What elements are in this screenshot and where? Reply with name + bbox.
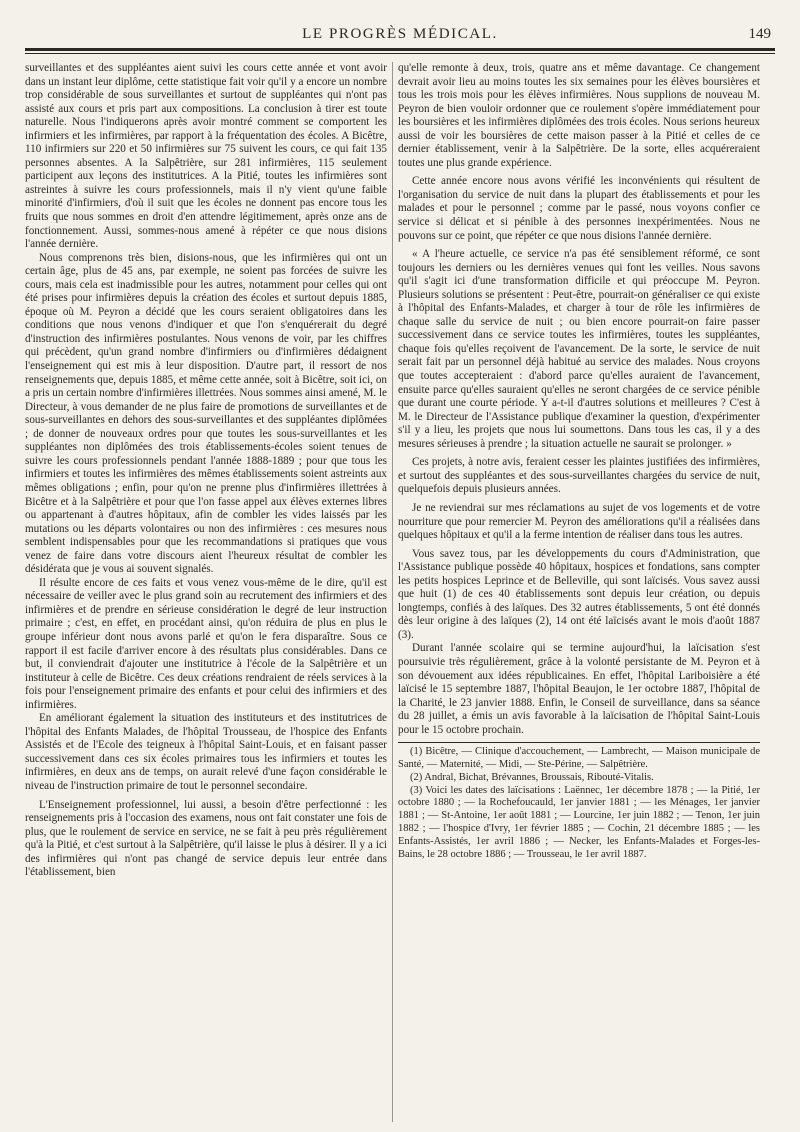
paragraph: Je ne reviendrai sur mes réclamations au sujet de vos logements et de votre nourriture que pour remercier M. Peyron des améliorations qu'il a réalisées dans quelques hôpitaux et qu'il a la ferme intention de réaliser dans tous les autres. — [398, 501, 760, 542]
footnote: (2) Andral, Bichat, Brévannes, Broussais, Ribouté-Vitalis. — [410, 771, 654, 783]
header-rule-thin — [25, 53, 775, 54]
paragraph: qu'elle remonte à deux, trois, quatre ans et même davantage. Ce changement devrait avoir lieu au moins toutes les six semaines pour les élèves boursières et tous les trois mois pour les élèves infirmières. Nous supplions de nouveau M. Peyron de bien vouloir ordonner que ce roulement s'opère immédiatement pour les boursières et les infirmières diplômées des trois écoles. Nous serions heureux aussi de voir les boursières de cette maison passer à la Pitié et celles de ce dernier établissement, venir à la Salpêtrière. De la sorte, elles acquéreraient toutes une plus grande expérience. — [398, 62, 760, 169]
paragraph: Nous comprenons très bien, disions-nous, que les infirmières qui ont un certain âge, plus de 45 ans, par exemple, ne soient pas forcées de suivre les cours, mais cela est inadmissible pour les autres, notamment pour celles qui ont été prises pour infirmières depuis la création des écoles et surtout depuis 1885, époque où M. Peyron a décidé que les cours seraient obligatoires dans les conditions que nous venons d'indiquer et que l'on s'enquérerait du degré d'instruction des infirmières postulantes. Nous venons de voir, par les chiffres qui précèdent, qu'un grand nombre d'infirmiers ou d'infirmières dédaignent l'enseignement qui est mis à leur disposition. D'autre part, il ressort de nos renseignements que, depuis 1885, et même cette année, soit à Bicêtre, soit ici, on a pris un certain nombre d'infirmières illettrées. Nous sommes ainsi amené, M. le Directeur, à vous demander de ne plus faire de promotions de surveillantes et de sous-surveillantes en dehors des sous-surveillantes et des suppléantes diplômées ; de donner de nouveaux ordres pour que toutes les sous-surveillantes et les suppléantes non diplômées des trois établissements-écoles soient tenues de suivre les cours professionnels pendant l'année 1888-1889 ; pour que tous les infirmiers et toutes les infirmières des mêmes établissements soient astreints aux mêmes obligations ; enfin, pour qu'on ne prenne plus d'infirmières illettrées à Bicêtre et à la Salpêtrière et pour que l'on fasse appel aux élèves externes libres ou appartenant à d'autres hôpitaux, afin de combler les vides laissés par les mutations ou les départs volontaires ou non des infirmières : ces mesures nous semblent indispensables pour que les recommandations si pratiques que vous venez de faire dans votre discours aient l'heureux résultat de combler les désidérata que je vous ai souvent signalés. — [25, 251, 387, 576]
right-column — [398, 62, 760, 1124]
column-divider — [392, 62, 393, 1122]
running-header — [25, 26, 775, 46]
paragraph: Ces projets, à notre avis, feraient cesser les plaintes justifiées des infirmières, et surtout des suppléantes et des sous-surveillantes chargées du service de nuit, quelquefois depuis plusieurs années. — [398, 456, 760, 496]
page-number: 149 — [748, 26, 771, 42]
left-column — [25, 62, 387, 1124]
footnotes — [398, 746, 760, 861]
paragraph: Vous savez tous, par les développements du cours d'Administration, que l'Assistance publique possède 40 hôpitaux, hospices et fondations, sans compter les petits hospices Leprince et de Belleville, qui sont laïcisés. Vous savez aussi que huit (1) de ces 40 établissements sont depuis leur création, ou depuis longtemps, confiés à des laïques. Des 32 autres établissements, 5 ont été donnés dès leur origine à des laïques (2), 14 ont été laïcisés avant le mois d'août 1887 (3). — [398, 547, 760, 641]
footnote: (1) Bicêtre, — Clinique d'accouchement, — Lambrecht, — Maison municipale de Santé, — Maternité, — Midi, — Ste-Périne, — Salpêtrière. — [398, 746, 760, 771]
footnote-rule — [398, 742, 760, 743]
paragraph: En améliorant également la situation des instituteurs et des institutrices de l'hôpital des Enfants Malades, de l'hôpital Trousseau, de l'hospice des Enfants Assistés et de l'Ecole des teigneux à l'hôpital Saint-Louis, et en faisant passer successivement dans ces six écoles primaires tous les infirmiers et toutes les infirmières, en deux ans de temps, on aurait relevé d'une façon considérable le niveau de l'instruction primaire de tout le personnel secondaire. — [25, 712, 387, 792]
footnote: (3) Voici les dates des laïcisations : Laënnec, 1er décembre 1878 ; — la Pitié, 1er octobre 1880 ; — la Rochefoucauld, 1er janvier 1881 ; — les Ménages, 1er janvier 1881 ; — St-Antoine, 1er août 1881 ; — Lourcine, 1er juin 1882 ; — Tenon, 1er juin 1882 ; — l'hospice d'Ivry, 1er février 1885 ; — Cochin, 21 décembre 1885 ; — les Enfants-Assistés, 1er avril 1886 ; — Necker, les Enfants-Malades et Forges-les-Bains, le 28 octobre 1886 ; — Trousseau, le 1er avril 1887. — [398, 784, 760, 860]
paragraph: Il résulte encore de ces faits et vous venez vous-même de le dire, qu'il est nécessaire de veiller avec le plus grand soin au recrutement des infirmiers et des infirmières et de prendre en sérieuse considération le degré de leur instruction primaire ; c'est, en effet, en procédant ainsi, qu'on réduira de plus en plus le groupe inférieur dont nous avons parlé et qu'on le fera disparaître. Sous ce rapport il est facile d'arriver encore à des résultats plus considérables. Dans ce but, il conviendrait d'ajouter une institutrice à l'école de la Salpêtrière et un instituteur à celle de Bicêtre. Ces deux créations rendraient de réels services à la fois pour l'enseignement primaire des enfants et pour celui des infirmiers et des infirmières. — [25, 576, 387, 711]
header-rule-thick — [25, 48, 775, 51]
paragraph: Durant l'année scolaire qui se termine aujourd'hui, la laïcisation s'est poursuivie très régulièrement, grâce à la volonté persistante de M. Peyron et à son dévouement aux idées républicaines. En effet, l'hôpital Lariboisière a été laïcisé le 15 septembre 1887, l'hôpital Beaujon, le 1er octobre 1887, l'hôpital de la Charité, le 23 janvier 1888. Enfin, le Conseil de surveillance, dans sa séance du 28 juillet, a émis un avis favorable à la laïcisation de l'hôpital Saint-Louis pour le 15 octobre prochain. — [398, 642, 760, 736]
paragraph: surveillantes et des suppléantes aient suivi les cours cette année et vont avoir dans un instant leur diplôme, cette statistique fait voir qu'il y a encore un nombre trop considérable de sous surveillantes et surtout de suppléantes qui n'ont pas assisté aux cours et pris part aux compositions. La conclusion à tirer est toute naturelle. Nous l'indiquerons après avoir montré comment se comportent les infirmiers et les infirmières, par rapport à la fréquentation des écoles. A Bicêtre, 110 infirmiers sur 220 et 50 infirmières sur 75 suivent les cours, ce qui fait 135 personnes absentes. A la Salpêtrière, sur 281 infirmières, 115 seulement participent aux leçons des institutrices. A la Pitié, toutes les infirmières sont astreintes à suivre les cours professionnels, mais il n'y vient qu'une faible minorité d'infirmiers, d'où il suit que les écoles ne donnent pas encore tous les fruits que nous sommes en droit d'en attendre légitimement, après onze ans de fonctionnement. Aussi, sommes-nous amené à répéter ce que nous disions l'année dernière. — [25, 62, 387, 251]
quoted-paragraph: « A l'heure actuelle, ce service n'a pas été sensiblement réformé, ce sont toujours les derniers ou les dernières venues qui font les veilles. Nous savons qu'il s'agit ici d'une transformation difficile et qui préoccupe M. Peyron. Plusieurs solutions se présentent : Peut-être, pourrait-on généraliser ce qui existe à l'hôpital des Enfants-Malades, et charger à tour de rôle les infirmières de chaque salle du service de nuit ; ou bien encore pourrait-on faire passer successivement dans ce service toutes les infirmières, toutes les suppléantes, chaque fois qu'elles reçoivent de l'avancement. De la sorte, le service de nuit serait fait par un personnel déjà habitué au service des malades. Nous croyons que toutes accepteraient : d'abord parce qu'elles auraient de l'avancement, ensuite parce qu'elles sauraient qu'elles ne seront chargées de ce service pénible que durant une courte période. Y a-t-il d'autres solutions et meilleures ? C'est à M. le Directeur de l'Assistance publique d'examiner la question, d'expérimenter s'il y a lieu, les projets que nous lui soumettons. Dans tous les cas, il y a des mesures sérieuses à prendre ; la situation actuelle ne saurait se prolonger. » — [398, 248, 760, 450]
journal-title: LE PROGRÈS MÉDICAL. — [302, 26, 498, 42]
paragraph: Cette année encore nous avons vérifié les inconvénients qui résultent de l'organisation du service de nuit dans la plupart des établissements et pour les malades et pour le personnel ; comme par le passé, nous voyons confier ce service si délicat et si pénible à des personnes inexpérimentées. Nous ne pouvons sur ce point, que répéter ce que nous disions l'année dernière. — [398, 175, 760, 242]
paragraph: L'Enseignement professionnel, lui aussi, a besoin d'être perfectionné : les renseignements pris à l'occasion des examens, nous ont fait constater une fois de plus, que le roulement de service en service, ne se fait à peu près régulièrement qu'à la Pitié, et c'est surtout à la Salpêtrière, qu'il laisse le plus à désirer. Il y a ici des infirmières qui n'ont pas changé de service depuis leur entrée dans l'établissement, bien — [25, 798, 387, 879]
